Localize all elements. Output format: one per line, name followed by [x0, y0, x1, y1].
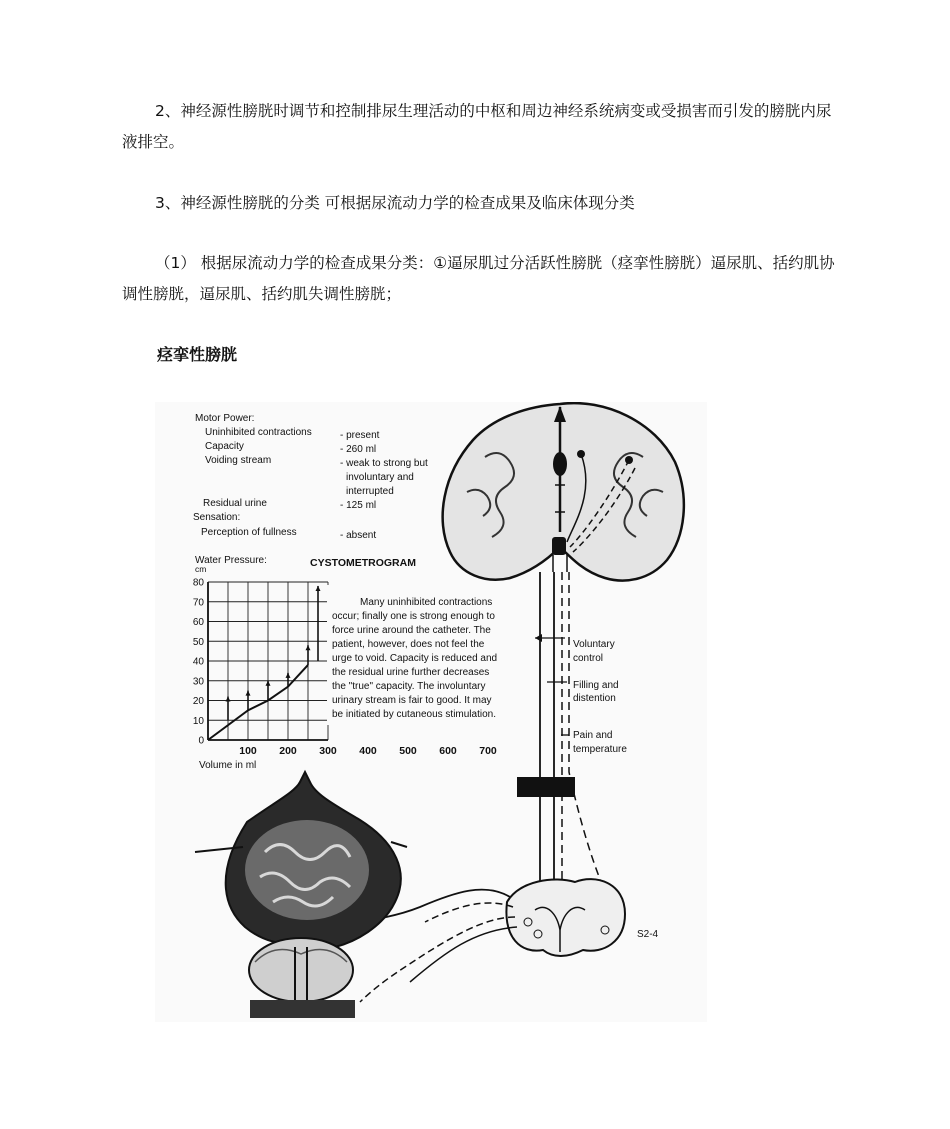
- paragraph-3: 3、神经源性膀胱的分类 可根据尿流动力学的检查成果及临床体现分类: [155, 194, 635, 212]
- chart-grid: [208, 582, 328, 740]
- voluntary-control-label: Voluntary: [573, 639, 615, 650]
- x-tick-label: 500: [399, 745, 417, 757]
- y-tick-label: 10: [192, 715, 204, 727]
- fullness-label: Perception of fullness: [201, 527, 297, 538]
- voluntary-control-label-2: control: [573, 653, 604, 664]
- paragraph-4: （1） 根据尿流动力学的检查成果分类：①逼尿肌过分活跃性膀胱（痉挛性膀胱）逼尿肌、括约肌协调性膀胱，逼尿肌、括约肌失调性膀胱；: [122, 254, 835, 303]
- contraction-spike-arrow: [316, 586, 321, 591]
- y-tick-label: 80: [192, 577, 204, 589]
- uninhibited-value: - present: [340, 430, 380, 441]
- spastic-bladder-figure: [155, 402, 707, 1022]
- voiding-value-2: involuntary and: [346, 472, 414, 483]
- note-line: be initiated by cutaneous stimulation.: [332, 709, 496, 720]
- x-tick-label: 400: [359, 745, 377, 757]
- note-line: the "true" capacity. The involuntary: [332, 681, 486, 692]
- fullness-value: - absent: [340, 530, 377, 541]
- chart-marks: [208, 586, 321, 740]
- contraction-spike-arrow: [226, 697, 231, 702]
- cystometrogram-note: [327, 585, 533, 725]
- spinal-cord-section: [506, 879, 625, 956]
- contraction-spike-arrow: [246, 691, 251, 696]
- pain-temperature-label-2: temperature: [573, 744, 627, 755]
- y-tick-label: 60: [192, 617, 204, 628]
- note-line: occur; finally one is strong enough to: [332, 611, 495, 622]
- brain-illustration: [443, 403, 684, 580]
- section-heading: 痉挛性膀胱: [157, 345, 238, 364]
- residual-value: - 125 ml: [340, 500, 377, 511]
- note-line: urinary stream is fair to good. It may: [332, 695, 492, 706]
- volume-axis-label: Volume in ml: [199, 760, 257, 771]
- bladder-illustration: [195, 772, 407, 1018]
- note-line: the residual urine further decreases: [332, 667, 490, 678]
- y-tick-label: 50: [192, 636, 204, 648]
- segment-label: S2-4: [637, 929, 659, 940]
- y-tick-label: 30: [192, 676, 204, 688]
- note-line: patient, however, does not feel the: [332, 639, 485, 650]
- x-tick-label: 600: [439, 745, 457, 757]
- paragraph-2: 2、神经源性膀胱时调节和控制排尿生理活动的中枢和周边神经系统病变或受损害而引发的膀胱内尿液排空。: [122, 102, 832, 151]
- cystometrogram-title: CYSTOMETROGRAM: [310, 557, 416, 569]
- y-tick-label: 70: [192, 597, 204, 609]
- note-line: Many uninhibited contractions: [360, 597, 493, 608]
- cm-label: cm: [195, 564, 207, 574]
- pressure-curve: [208, 665, 308, 740]
- x-tick-label: 100: [239, 745, 257, 757]
- contraction-spike-arrow: [286, 673, 291, 678]
- water-pressure-label: Water Pressure:: [195, 555, 267, 566]
- sensation-label: Sensation:: [193, 512, 241, 523]
- x-axis-ticks: [239, 745, 497, 757]
- motor-power-label: Motor Power:: [195, 413, 255, 424]
- capacity-label: Capacity: [205, 441, 244, 452]
- y-tick-label: 20: [192, 696, 204, 707]
- note-line: urge to void. Capacity is reduced and: [332, 653, 498, 664]
- residual-label: Residual urine: [203, 498, 267, 509]
- y-tick-label: 40: [192, 656, 204, 668]
- filling-distention-label: Filling and: [573, 680, 619, 691]
- filling-distention-label-2: distention: [573, 693, 616, 704]
- x-tick-label: 200: [279, 745, 297, 757]
- voiding-label: Voiding stream: [205, 455, 272, 466]
- y-tick-label: 0: [198, 735, 204, 747]
- x-tick-label: 700: [479, 745, 497, 757]
- spinal-lesion-block: [517, 777, 575, 797]
- uninhibited-label: Uninhibited contractions: [205, 427, 312, 438]
- contraction-spike-arrow: [306, 645, 311, 650]
- capacity-value: - 260 ml: [340, 444, 377, 455]
- x-tick-label: 300: [319, 745, 337, 757]
- pain-temperature-label: Pain and: [573, 730, 613, 741]
- voiding-value-3: interrupted: [346, 486, 394, 497]
- y-axis-ticks: [193, 578, 205, 747]
- contraction-spike-arrow: [266, 681, 271, 686]
- note-line: force urine around the catheter. The: [332, 625, 491, 636]
- voiding-value-1: - weak to strong but: [340, 458, 428, 469]
